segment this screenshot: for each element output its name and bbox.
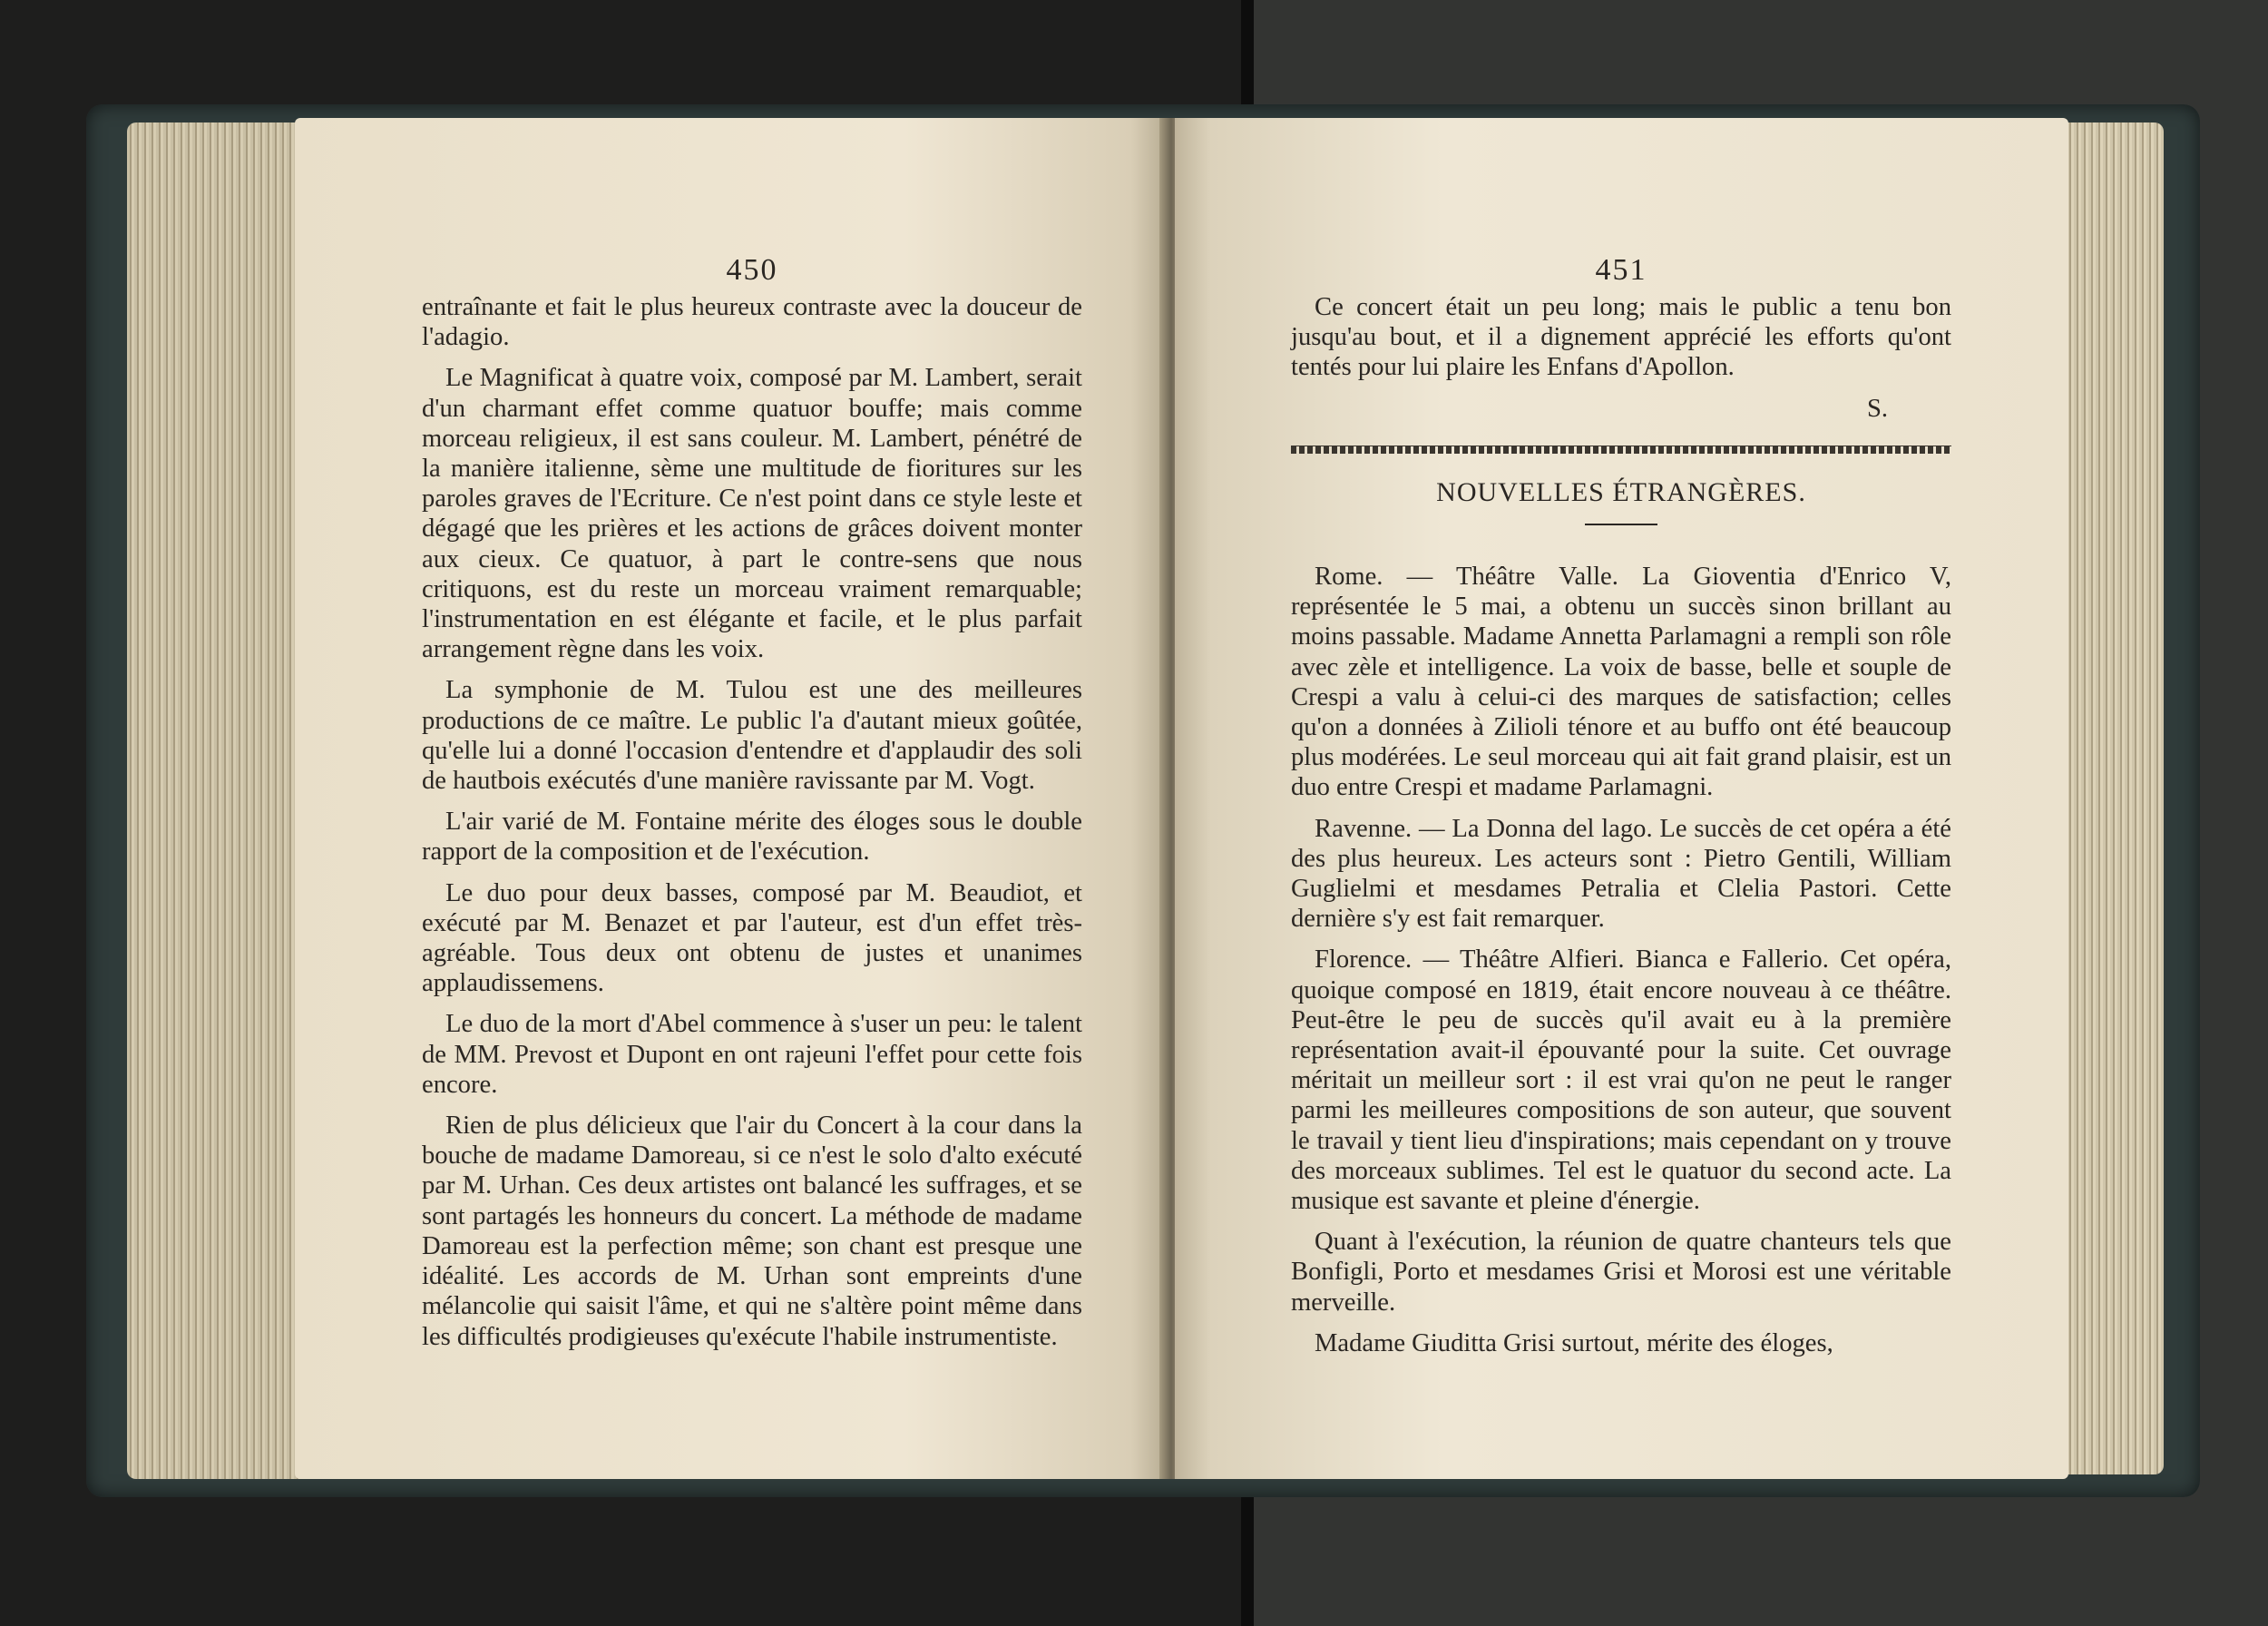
paragraph: Le duo pour deux basses, composé par M. Beaudiot, et exécuté par M. Benazet et par l'auteur, est d'un effet très-agréable. Tous deux ont obtenu de justes et unanimes applaudissemens. — [422, 878, 1082, 998]
left-page-text — [422, 252, 1082, 1363]
paragraph: Rome. — Théâtre Valle. La Gioventia d'Enrico V, représentée le 5 mai, a obtenu un succès sinon brillant au moins passable. Madame Annetta Parlamagni a rempli son rôle avec zèle et intelligence. La voix de basse, belle et souple de Crespi a valu à celui-ci des marques de satisfaction; celles qu'on a données à Zilioli ténore et au buffo ont été beaucoup plus modérées. Le seul morceau qui ait fait grand plaisir, est un duo entre Crespi et madame Parlamagni. — [1291, 563, 1951, 802]
paragraph: Rien de plus délicieux que l'air du Concert à la cour dans la bouche de madame Damoreau, si ce n'est le solo d'alto exécuté par M. Urhan. Ces deux artistes ont balancé les suffrages, et se sont partagés les honneurs du concert. La méthode de madame Damoreau est la perfection même; son chant est presque une idéalité. Les accords de M. Urhan sont empreints d'une mélancolie qui saisit l'âme, et qui ne s'altère point même dans les difficultés prodigieuses qu'exécute l'habile instrumentiste. — [422, 1112, 1082, 1351]
paragraph: Madame Giuditta Grisi surtout, mérite des éloges, — [1315, 1328, 1833, 1357]
page-number-right: 451 — [1595, 253, 1647, 287]
heading-rule — [1585, 524, 1657, 525]
right-page — [1175, 118, 2068, 1479]
page-number-left: 450 — [726, 253, 778, 287]
page-edges-left — [127, 122, 308, 1479]
section-divider — [1291, 446, 1951, 454]
paragraph: L'air varié de M. Fontaine mérite des éloges sous le double rapport de la composition et de l'exécution. — [422, 808, 1082, 867]
paragraph: Florence. — Théâtre Alfieri. Bianca e Fallerio. Cet opéra, quoique composé en 1819, était encore nouveau à ce théâtre. Peut-être le peu de succès qu'il avait eu à la première représentation avait-il épouvanté pour la suite. Cet ouvrage méritait un meilleur sort : il est vrai qu'on ne peut le ranger parmi les meilleures compositions de son auteur, que souvent le travail y tient lieu d'inspirations; mais cependant on y trouve des morceaux sublimes. Tel est le quatuor du second acte. La musique est savante et pleine d'énergie. — [1291, 945, 1951, 1216]
paragraph: Le duo de la mort d'Abel commence à s'user un peu: le talent de MM. Prevost et Dupont en ont rajeuni l'effet pour cette fois encore. — [422, 1010, 1082, 1099]
paragraph: Ravenne. — La Donna del lago. Le succès de cet opéra a été des plus heureux. Les acteurs sont : Pietro Gentili, William Guglielmi et mesdames Petralia et Clelia Pastori. Cette dernière s'y est fait remarquer. — [1291, 814, 1951, 934]
page-edges-right — [2059, 122, 2164, 1474]
paragraph: La symphonie de M. Tulou est une des meilleures productions de ce maître. Le public l'a d'autant mieux goûtée, qu'elle lui a donné l'occasion d'entendre et d'applaudir des soli de hautbois exécutés d'une manière ravissante par M. Vogt. — [422, 676, 1082, 796]
signature: S. — [1866, 394, 1888, 423]
paragraph: Le Magnificat à quatre voix, composé par M. Lambert, serait d'un charmant effet comme quatuor bouffe; mais comme morceau religieux, il est sans couleur. M. Lambert, pénétré de la manière italienne, sème une multitude de fioritures sur les paroles graves de l'Ecriture. Ce n'est point dans ce style leste et dégagé que les prières et les actions de grâces doivent monter aux cieux. Ce quatuor, à part le contre-sens que nous critiquons, est du reste un morceau vraiment remarquable; l'instrumentation en est élégante et facile, et le plus parfait arrangement règne dans les voix. — [422, 364, 1082, 664]
right-page-text — [1291, 252, 1951, 1369]
paragraph: Ce concert était un peu long; mais le public a tenu bon jusqu'au bout, et il a dignement apprécié les efforts qu'ont tentés pour lui plaire les Enfans d'Apollon. — [1291, 293, 1951, 382]
left-page — [295, 118, 1166, 1479]
paragraph: entraînante et fait le plus heureux contraste avec la douceur de l'adagio. — [422, 293, 1082, 352]
paragraph: Quant à l'exécution, la réunion de quatre chanteurs tels que Bonfigli, Porto et mesdames Grisi et Morosi est une véritable merveille. — [1291, 1228, 1951, 1317]
section-heading: NOUVELLES ÉTRANGÈRES. — [1436, 476, 1806, 507]
